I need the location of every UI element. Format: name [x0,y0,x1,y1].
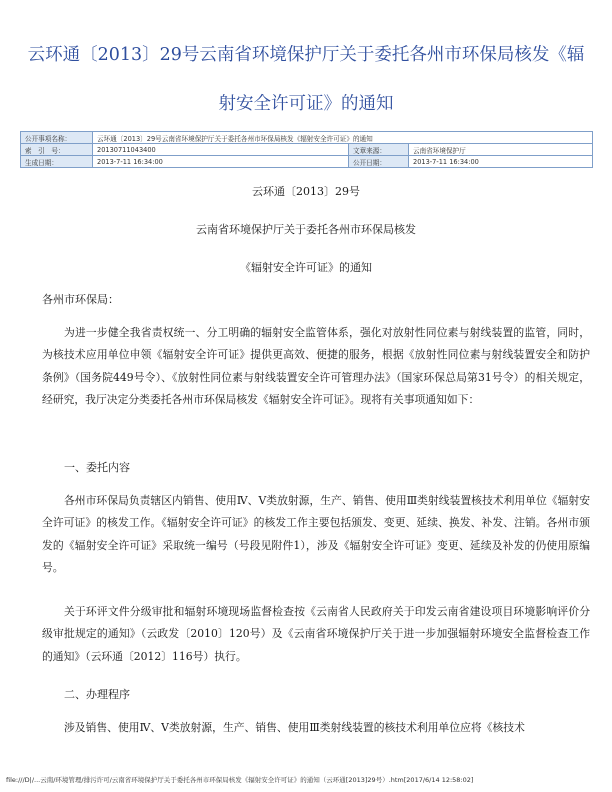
document-title-line-2: 射安全许可证》的通知 [218,94,394,114]
published-date-label: 公开日期： [349,156,409,168]
document-heading-line-2: 《辐射安全许可证》的通知 [240,261,372,274]
paragraph-intro: 为进一步健全我省责权统一、分工明确的辐射安全监管体系，强化对放射性同位素与射线装置的监管，同时，为核技术应用单位申领《辐射安全许可证》提供更高效、便捷的服务，根据《放射性同位素与射线装置安全和防护条例》（国务院449号令）、《放射性同位素与射线装置安全许可管理办法》（国家环保总局第31号令）的相关规定，经研究，我厅决定分类委托各州市环保局核发《辐射安全许可证》。现将有关事项通知如下： [42,326,590,407]
index-number-label: 索 引 号： [21,144,93,156]
paragraph-delegation-content: 各州市环保局负责辖区内销售、使用Ⅳ、Ⅴ类放射源，生产、销售、使用Ⅲ类射线装置核技术利用单位《辐射安全许可证》的核发工作。《辐射安全许可证》的核发工作主要包括颁发、变更、延续、换发、补发、注销。各州市颁发的《辐射安全许可证》采取统一编号（号段见附件1），涉及《辐射安全许可证》变更、延续及补发的仍使用原编号。 [42,494,590,575]
paragraph-procedure: 涉及销售、使用Ⅳ、Ⅴ类放射源，生产、销售、使用Ⅲ类射线装置的核技术利用单位应将《核技术 [64,721,525,734]
index-number-value: 20130711043400 [93,144,349,156]
item-name-value: 云环通〔2013〕29号云南省环境保护厅关于委托各州市环保局核发《辐射安全许可证》的通知 [93,132,593,144]
source-value: 云南省环境保护厅 [409,144,593,156]
file-path-footer: file:///D|/...云南/环境管理/排污许可/云南省环境保护厅关于委托各州市环保局核发《辐射安全许可证》的通知（云环通[2013]29号）.htm[2017/6/14 12:58:02] [6,776,474,784]
document-title-line-1: 云环通〔2013〕29号云南省环境保护厅关于委托各州市环保局核发《辐 [27,45,585,65]
metadata-row-index [21,144,593,156]
source-label: 文章来源： [349,144,409,156]
salutation: 各州市环保局： [42,293,119,306]
metadata-row-item-name [21,132,593,144]
metadata-row-dates [21,156,593,168]
section-heading-procedure: 二、办理程序 [64,688,130,701]
metadata-table [20,131,593,168]
document-number: 云环通〔2013〕29号 [252,185,360,198]
document-heading-line-1: 云南省环境保护厅关于委托各州市环保局核发 [196,223,416,236]
published-date-value: 2013-7-11 16:34:00 [409,156,593,168]
section-heading-delegation: 一、委托内容 [64,461,130,474]
paragraph-eia-reference: 关于环评文件分级审批和辐射环境现场监督检查按《云南省人民政府关于印发云南省建设项目环境影响评价分级审批规定的通知》（云政发〔2010〕120号）及《云南省环境保护厅关于进一步加强辐射环境安全监督检查工作的通知》（云环通〔2012〕116号）执行。 [42,605,590,663]
created-date-label: 生成日期： [21,156,93,168]
created-date-value: 2013-7-11 16:34:00 [93,156,349,168]
item-name-label: 公开事项名称： [21,132,93,144]
